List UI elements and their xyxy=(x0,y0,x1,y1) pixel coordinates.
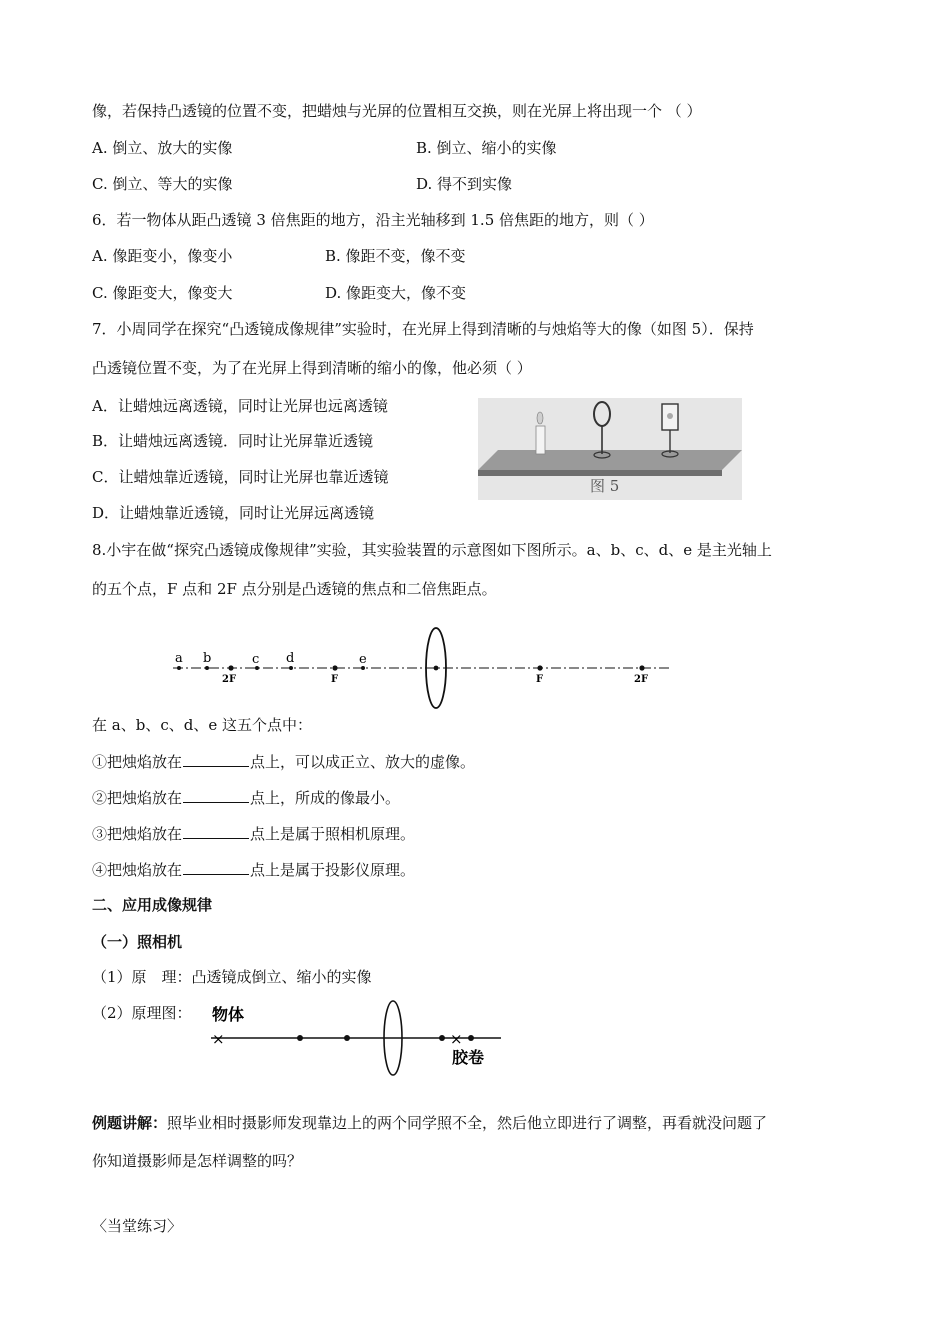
q5-option-b: B. 倒立、缩小的实像 xyxy=(416,139,557,157)
q5-option-d: D. 得不到实像 xyxy=(416,175,513,193)
q8-optical-axis-diagram xyxy=(165,618,680,718)
fill-2-prefix: ②把烛焰放在 xyxy=(92,789,183,807)
camera-principle: （1）原 理：凸透镜成倒立、缩小的实像 xyxy=(92,968,372,986)
q8-line2: 的五个点，F 点和 2F 点分别是凸透镜的焦点和二倍焦距点。 xyxy=(92,580,497,598)
point-d-label: d xyxy=(286,651,295,666)
fill-3-suffix: 点上是属于照相机原理。 xyxy=(250,825,416,843)
optical-bench xyxy=(478,450,742,470)
q8-line1: 8.小宇在做“探究凸透镜成像规律”实验，其实验装置的示意图如下图所示。a、b、c、d、e 是主光轴上 xyxy=(92,541,772,559)
fill-4-suffix: 点上是属于投影仪原理。 xyxy=(250,861,416,879)
example-line1 xyxy=(92,1113,767,1133)
point-e-label: e xyxy=(359,652,367,667)
example-text: 照毕业相时摄影师发现靠边上的两个同学照不全，然后他立即进行了调整，再看就没问题了 xyxy=(167,1114,768,1132)
q7-option-b: B．让蜡烛远离透镜．同时让光屏靠近透镜 xyxy=(92,432,374,450)
fill-3-prefix: ③把烛焰放在 xyxy=(92,825,183,843)
q7-option-d: D．让蜡烛靠近透镜，同时让光屏远离透镜 xyxy=(92,504,375,522)
q8-intro: 在 a、b、c、d、e 这五个点中： xyxy=(92,716,312,734)
point-c-label: c xyxy=(252,652,260,667)
figure-5-photo xyxy=(478,398,742,500)
fill-4-blank[interactable] xyxy=(183,859,249,875)
q6-option-b: B. 像距不变，像不变 xyxy=(325,247,466,265)
camera-diagram-label: （2）原理图： xyxy=(92,1004,192,1022)
fill-2-suffix: 点上，所成的像最小。 xyxy=(250,789,401,807)
fill-1-blank[interactable] xyxy=(183,751,249,767)
example-line2: 你知道摄影师是怎样调整的吗？ xyxy=(92,1152,303,1170)
object-label: 物体 xyxy=(212,1005,245,1024)
left-f-label: F xyxy=(331,674,339,685)
left-2f-label: 2F xyxy=(222,674,237,685)
fill-1-prefix: ①把烛焰放在 xyxy=(92,753,183,771)
q6-text: 6．若一物体从距凸透镜 3 倍焦距的地方，沿主光轴移到 1.5 倍焦距的地方，则（ ） xyxy=(92,211,654,229)
section-2-heading: 二、应用成像规律 xyxy=(92,896,213,914)
q6-option-d: D. 像距变大，像不变 xyxy=(325,284,467,302)
q8-fill-3 xyxy=(92,823,415,844)
object-cross-icon: × xyxy=(212,1030,225,1048)
fill-3-blank[interactable] xyxy=(183,823,249,839)
q8-fill-1 xyxy=(92,751,475,772)
fill-2-blank[interactable] xyxy=(183,787,249,803)
q6-option-a: A. 像距变小，像变小 xyxy=(92,247,233,265)
fill-1-suffix: 点上，可以成正立、放大的虚像。 xyxy=(250,753,476,771)
candle-icon xyxy=(536,426,545,454)
q5-option-c: C. 倒立、等大的实像 xyxy=(92,175,233,193)
right-f-label: F xyxy=(536,674,544,685)
point-a-label: a xyxy=(175,651,183,666)
fill-4-prefix: ④把烛焰放在 xyxy=(92,861,183,879)
q7-option-a: A．让蜡烛远离透镜，同时让光屏也远离透镜 xyxy=(92,397,388,415)
point-b-label: b xyxy=(203,651,212,666)
camera-principle-diagram xyxy=(205,995,505,1080)
q7-line1: 7．小周同学在探究“凸透镜成像规律”实验时，在光屏上得到清晰的与烛焰等大的像（如图 5）．保持 xyxy=(92,320,754,338)
figure-5-caption: 图 5 xyxy=(590,477,620,495)
practice-label: 〈当堂练习〉 xyxy=(92,1217,183,1235)
q5-option-a: A. 倒立、放大的实像 xyxy=(92,139,233,157)
q7-option-c: C．让蜡烛靠近透镜，同时让光屏也靠近透镜 xyxy=(92,468,389,486)
example-label: 例题讲解： xyxy=(92,1114,168,1132)
q5-text: 像，若保持凸透镜的位置不变，把蜡烛与光屏的位置相互交换，则在光屏上将出现一个 （ ） xyxy=(92,102,702,120)
right-2f-label: 2F xyxy=(634,674,649,685)
film-label: 胶卷 xyxy=(452,1048,485,1067)
q8-fill-4 xyxy=(92,859,415,880)
flame-icon xyxy=(537,412,543,424)
q8-fill-2 xyxy=(92,787,400,808)
camera-subheading: （一）照相机 xyxy=(92,933,183,951)
film-cross-icon: × xyxy=(450,1030,463,1048)
figure-5-illustration xyxy=(478,398,742,500)
q6-option-c: C. 像距变大，像变大 xyxy=(92,284,233,302)
q7-line2: 凸透镜位置不变，为了在光屏上得到清晰的缩小的像，他必须（ ） xyxy=(92,359,532,377)
